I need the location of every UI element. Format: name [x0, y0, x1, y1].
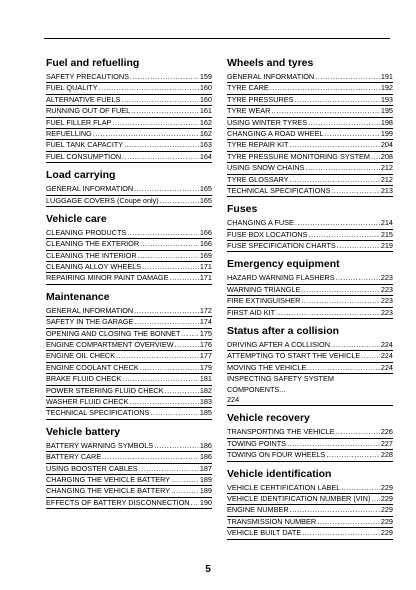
leader-dots: [361, 351, 380, 361]
entry-page-number: 189: [199, 486, 212, 496]
entry-page-number: 228: [380, 450, 393, 460]
toc-section-vehicle-battery: [46, 426, 212, 509]
entry-label: TOWING POINTS: [227, 438, 287, 448]
toc-entry[interactable]: [46, 251, 212, 262]
toc-section-maintenance: [46, 291, 212, 420]
entry-label: FUSE BOX LOCATIONS: [227, 229, 308, 239]
toc-entry[interactable]: [46, 340, 212, 351]
toc-section-emergency-equipment: [227, 258, 393, 319]
section-title: Fuses: [227, 203, 258, 216]
leader-dots: [325, 129, 380, 139]
leader-dots: [295, 95, 380, 105]
entry-label: TYRE REPAIR KIT: [227, 140, 289, 150]
leader-dots: [116, 351, 199, 361]
entry-label: USING SNOW CHAINS: [227, 163, 305, 173]
entry-page-number: 174: [199, 317, 212, 327]
toc-entry[interactable]: [46, 475, 212, 486]
entry-page-number: 182: [199, 385, 212, 395]
entry-label: ALTERNATIVE FUELS: [46, 94, 121, 104]
toc-section-wheels-and-tyres: [227, 57, 393, 197]
entry-label: RUNNING OUT OF FUEL: [46, 106, 131, 116]
entry-page-number: 223: [380, 307, 393, 317]
entry-page-number: 172: [199, 305, 212, 315]
entry-page-number: 161: [199, 106, 212, 116]
entry-page-number: 175: [199, 328, 212, 338]
toc-entry[interactable]: [46, 441, 212, 452]
entry-label: FIRST AID KIT: [227, 307, 276, 317]
toc-entry[interactable]: [227, 285, 393, 296]
leader-dots: [271, 106, 379, 116]
leader-dots: [93, 129, 199, 139]
section-title: Load carrying: [46, 169, 116, 182]
toc-entry[interactable]: [46, 306, 212, 317]
leader-dots: [371, 494, 379, 504]
entry-label: REFUELLING: [46, 128, 92, 138]
entry-label: WARNING TRIANGLE: [227, 284, 301, 294]
leader-dots: [154, 441, 199, 451]
leader-dots: [131, 106, 199, 116]
leader-dots: [326, 450, 379, 460]
toc-entry[interactable]: [46, 486, 212, 497]
toc-entry[interactable]: [46, 239, 212, 250]
entry-label: CHANGING A ROAD WHEEL: [227, 128, 324, 138]
leader-dots: [305, 163, 379, 173]
leader-dots: [317, 517, 380, 527]
toc-entry[interactable]: [227, 72, 393, 83]
leader-dots: [191, 498, 199, 508]
leader-dots: [140, 363, 199, 373]
entry-label: CLEANING THE INTERIOR: [46, 250, 137, 260]
section-title: Vehicle battery: [46, 425, 121, 438]
entry-page-number: 186: [199, 452, 212, 462]
entry-label: MOVING THE VEHICLE: [227, 362, 307, 372]
entry-label: FUEL QUALITY: [46, 83, 98, 93]
leader-dots: [270, 83, 380, 93]
toc-entry[interactable]: [227, 450, 393, 461]
toc-entry[interactable]: [227, 83, 393, 94]
entry-page-number: 183: [199, 396, 212, 406]
leader-dots: [307, 363, 379, 373]
entry-page-number: 162: [199, 128, 212, 138]
toc-entry[interactable]: [227, 163, 393, 174]
toc-entry[interactable]: [227, 218, 393, 229]
section-title: Vehicle care: [46, 212, 107, 225]
entry-page-number: 179: [199, 362, 212, 372]
entry-page-number: 171: [199, 273, 212, 283]
entry-label: POWER STEERING FLUID CHECK: [46, 385, 164, 395]
entry-label: VEHICLE IDENTIFICATION NUMBER (VIN): [227, 493, 371, 503]
toc-entry[interactable]: [227, 340, 393, 351]
toc-entry[interactable]: [227, 363, 393, 374]
toc-entry[interactable]: [227, 427, 393, 438]
entry-label: ATTEMPTING TO START THE VEHICLE: [227, 351, 361, 361]
leader-dots: [302, 528, 380, 538]
entry-page-number: 195: [380, 106, 393, 116]
leader-dots: [331, 340, 380, 350]
entry-label: TRANSMISSION NUMBER: [227, 516, 317, 526]
entry-label: ENGINE COOLANT CHECK: [46, 362, 139, 372]
entry-page-number: 163: [199, 140, 212, 150]
section-title: Emergency equipment: [227, 258, 340, 271]
entry-page-number: 226: [380, 427, 393, 437]
section-title: Wheels and tyres: [227, 57, 314, 69]
entry-page-number: 165: [199, 184, 212, 194]
entry-label: FUEL CONSUMPTION: [46, 151, 122, 161]
toc-entry[interactable]: [46, 408, 212, 419]
leader-dots: [139, 464, 199, 474]
toc-entry[interactable]: [46, 129, 212, 140]
leader-dots: [102, 452, 199, 462]
entry-page-number: 189: [199, 474, 212, 484]
entry-page-number: 192: [380, 83, 393, 93]
entry-label: TYRE PRESSURE MONITORING SYSTEM: [227, 151, 370, 161]
entry-label: FUEL FILLER FLAP: [46, 117, 112, 127]
page-number: 5: [205, 564, 211, 575]
entry-page-number: 190: [199, 497, 212, 507]
entry-page-number: 224: [380, 362, 393, 372]
entry-label: CLEANING ALLOY WHEELS: [46, 262, 142, 272]
entry-page-number: 181: [199, 374, 212, 384]
entry-page-number: 159: [199, 72, 212, 81]
entry-label: WASHER FLUID CHECK: [46, 396, 129, 406]
toc-entry[interactable]: [46, 152, 212, 163]
entry-page-number: 227: [380, 438, 393, 448]
leader-dots: [121, 95, 198, 105]
leader-dots: [138, 251, 199, 261]
toc-entry[interactable]: [227, 528, 393, 539]
toc-column-left: [46, 57, 212, 515]
leader-dots: [171, 475, 199, 485]
toc-entry[interactable]: [46, 273, 212, 284]
toc-entry[interactable]: [46, 72, 212, 83]
leader-dots: [341, 483, 380, 493]
toc-entry[interactable]: [227, 106, 393, 117]
toc-entry[interactable]: [46, 196, 212, 207]
entry-label: BATTERY WARNING SYMBOLS: [46, 440, 154, 450]
leader-dots: [336, 273, 380, 283]
entry-page-number: 164: [199, 151, 212, 161]
leader-dots: [295, 218, 380, 228]
leader-dots: [122, 152, 199, 162]
entry-label: EFFECTS OF BATTERY DISCONNECTION: [46, 497, 190, 507]
entry-page-number: 223: [380, 273, 393, 283]
toc-entry[interactable]: [46, 397, 212, 408]
toc-entry[interactable]: [227, 439, 393, 450]
toc-entry[interactable]: [46, 498, 212, 509]
leader-dots: [134, 317, 198, 327]
leader-dots: [150, 408, 198, 418]
entry-label: INSPECTING SAFETY SYSTEM COMPONENTS...: [227, 374, 334, 394]
entry-label: GENERAL INFORMATION: [46, 184, 134, 194]
leader-dots: [99, 83, 199, 93]
leader-dots: [301, 296, 379, 306]
toc-entry[interactable]: [227, 273, 393, 284]
entry-page-number: 199: [380, 128, 393, 138]
leader-dots: [134, 306, 199, 316]
entry-label: USING BOOSTER CABLES: [46, 463, 138, 473]
entry-label: VEHICLE CERTIFICATION LABEL: [227, 482, 341, 492]
section-title: Fuel and refuelling: [46, 57, 140, 69]
entry-page-number: 198: [380, 117, 393, 127]
entry-page-number: 160: [199, 83, 212, 93]
leader-dots: [290, 140, 380, 150]
leader-dots: [308, 118, 380, 128]
toc-entry[interactable]: [227, 483, 393, 494]
toc-entry[interactable]: [46, 374, 212, 385]
toc-column-right: [227, 57, 393, 546]
toc-entry[interactable]: [227, 230, 393, 241]
leader-dots: [309, 230, 380, 240]
entry-page-number: 187: [199, 463, 212, 473]
toc-entry[interactable]: [46, 106, 212, 117]
toc-section-status-after-a-collision: [227, 325, 393, 406]
entry-page-number: 212: [380, 163, 393, 173]
entry-label: SAFETY PRECAUTIONS: [46, 72, 129, 81]
toc-section-vehicle-recovery: [227, 412, 393, 461]
toc-entry[interactable]: [227, 308, 393, 319]
leader-dots: [331, 186, 379, 196]
toc-entry[interactable]: [46, 140, 212, 151]
toc-section-load-carrying: [46, 169, 212, 207]
leader-dots: [315, 72, 380, 82]
toc-entry[interactable]: [46, 95, 212, 106]
entry-page-number: 171: [199, 262, 212, 272]
entry-page-number: 224: [227, 395, 240, 405]
entry-label: CHANGING THE VEHICLE BATTERY: [46, 486, 171, 496]
entry-label: TYRE PRESSURES: [227, 94, 294, 104]
toc-entry[interactable]: [227, 374, 393, 406]
toc-section-vehicle-identification: [227, 468, 393, 540]
entry-page-number: 229: [380, 505, 393, 515]
entry-label: GENERAL INFORMATION: [46, 305, 134, 315]
toc-entry[interactable]: [227, 351, 393, 362]
leader-dots: [290, 505, 380, 515]
leader-dots: [112, 118, 198, 128]
toc-section-fuel-and-refuelling: [46, 57, 212, 163]
toc-entry[interactable]: [46, 386, 212, 397]
entry-page-number: 160: [199, 94, 212, 104]
toc-entry[interactable]: [46, 228, 212, 239]
leader-dots: [129, 397, 198, 407]
toc-entry[interactable]: [227, 186, 393, 197]
toc-entry[interactable]: [46, 452, 212, 463]
leader-dots: [140, 239, 199, 249]
toc-entry[interactable]: [227, 175, 393, 186]
entry-page-number: 229: [380, 493, 393, 503]
leader-dots: [276, 308, 380, 318]
leader-dots: [290, 175, 380, 185]
entry-page-number: 229: [380, 516, 393, 526]
leader-dots: [371, 152, 380, 162]
entry-label: TRANSPORTING THE VEHICLE: [227, 427, 335, 437]
entry-page-number: 212: [380, 174, 393, 184]
entry-page-number: 169: [199, 250, 212, 260]
entry-page-number: 162: [199, 117, 212, 127]
leader-dots: [301, 285, 379, 295]
leader-dots: [127, 228, 199, 238]
entry-label: REPAIRING MINOR PAINT DAMAGE: [46, 273, 169, 283]
leader-dots: [142, 262, 199, 272]
entry-page-number: 224: [380, 340, 393, 350]
section-title: Status after a collision: [227, 325, 340, 338]
toc-entry[interactable]: [227, 140, 393, 151]
entry-page-number: 165: [199, 195, 212, 205]
entry-page-number: 223: [380, 296, 393, 306]
entry-page-number: 229: [380, 482, 393, 492]
entry-label: ENGINE NUMBER: [227, 505, 289, 515]
leader-dots: [165, 386, 199, 396]
entry-label: VEHICLE BUILT DATE: [227, 528, 302, 538]
leader-dots: [287, 439, 380, 449]
toc-entry[interactable]: [46, 184, 212, 195]
leader-dots: [160, 196, 199, 206]
entry-page-number: 215: [380, 229, 393, 239]
toc-entry[interactable]: [46, 329, 212, 340]
toc-entry[interactable]: [46, 262, 212, 273]
leader-dots: [181, 329, 198, 339]
toc-entry[interactable]: [46, 351, 212, 362]
entry-label: TYRE WEAR: [227, 106, 271, 116]
toc-entry[interactable]: [46, 464, 212, 475]
entry-label: CLEANING THE EXTERIOR: [46, 239, 140, 249]
leader-dots: [122, 374, 198, 384]
toc-entry[interactable]: [227, 95, 393, 106]
toc-entry[interactable]: [227, 129, 393, 140]
toc-entry[interactable]: [46, 317, 212, 328]
entry-label: TECHNICAL SPECIFICATIONS: [227, 185, 331, 195]
entry-label: SAFETY IN THE GARAGE: [46, 317, 134, 327]
toc-section-fuses: [227, 203, 393, 252]
entry-label: TYRE GLOSSARY: [227, 174, 289, 184]
toc-entry[interactable]: [227, 517, 393, 528]
toc-entry[interactable]: [227, 505, 393, 516]
entry-label: CLEANING PRODUCTS: [46, 227, 127, 237]
section-title: Maintenance: [46, 290, 110, 303]
toc-entry[interactable]: [227, 152, 393, 163]
toc-entry[interactable]: [227, 241, 393, 252]
entry-label: CHANGING A FUSE: [227, 218, 294, 228]
toc-entry[interactable]: [46, 118, 212, 129]
entry-label: GENERAL INFORMATION: [227, 72, 315, 81]
entry-label: BRAKE FLUID CHECK: [46, 374, 122, 384]
entry-page-number: 166: [199, 227, 212, 237]
leader-dots: [169, 273, 198, 283]
entry-label: TYRE CARE: [227, 83, 269, 93]
leader-dots: [175, 340, 199, 350]
entry-label: TECHNICAL SPECIFICATIONS: [46, 408, 150, 418]
leader-dots: [124, 140, 199, 150]
entry-label: TOWING ON FOUR WHEELS: [227, 450, 326, 460]
entry-page-number: 191: [380, 72, 393, 81]
entry-page-number: 177: [199, 351, 212, 361]
header-rule: [44, 38, 390, 39]
entry-page-number: 204: [380, 140, 393, 150]
entry-page-number: 224: [380, 351, 393, 361]
entry-page-number: 223: [380, 284, 393, 294]
entry-page-number: 176: [199, 340, 212, 350]
section-title: Vehicle recovery: [227, 412, 310, 425]
entry-label: FUSE SPECIFICATION CHARTS: [227, 241, 336, 251]
entry-label: LUGGAGE COVERS (Coupe only): [46, 195, 159, 205]
toc-entry[interactable]: [227, 118, 393, 129]
entry-label: OPENING AND CLOSING THE BONNET: [46, 328, 181, 338]
entry-label: FIRE EXTINGUISHER: [227, 296, 301, 306]
entry-page-number: 229: [380, 528, 393, 538]
entry-label: ENGINE OIL CHECK: [46, 351, 116, 361]
entry-label: DRIVING AFTER A COLLISION: [227, 340, 330, 350]
toc-entry[interactable]: [227, 494, 393, 505]
toc-entry[interactable]: [46, 83, 212, 94]
entry-label: CHARGING THE VEHICLE BATTERY: [46, 474, 171, 484]
entry-page-number: 185: [199, 408, 212, 418]
entry-page-number: 214: [380, 218, 393, 228]
toc-entry[interactable]: [46, 363, 212, 374]
toc-section-vehicle-care: [46, 213, 212, 285]
entry-label: HAZARD WARNING FLASHERS: [227, 273, 335, 283]
entry-label: USING WINTER TYRES: [227, 117, 308, 127]
leader-dots: [171, 486, 199, 496]
leader-dots: [130, 72, 199, 82]
entry-page-number: 166: [199, 239, 212, 249]
entry-page-number: 186: [199, 440, 212, 450]
toc-entry[interactable]: [227, 296, 393, 307]
entry-page-number: 213: [380, 185, 393, 195]
leader-dots: [337, 241, 380, 251]
entry-page-number: 219: [380, 241, 393, 251]
leader-dots: [336, 427, 380, 437]
entry-label: FUEL TANK CAPACITY: [46, 140, 124, 150]
entry-label: BATTERY CARE: [46, 452, 102, 462]
entry-page-number: 208: [380, 151, 393, 161]
entry-page-number: 193: [380, 94, 393, 104]
entry-label: ENGINE COMPARTMENT OVERVIEW: [46, 340, 174, 350]
section-title: Vehicle identification: [227, 467, 332, 480]
leader-dots: [134, 184, 199, 194]
